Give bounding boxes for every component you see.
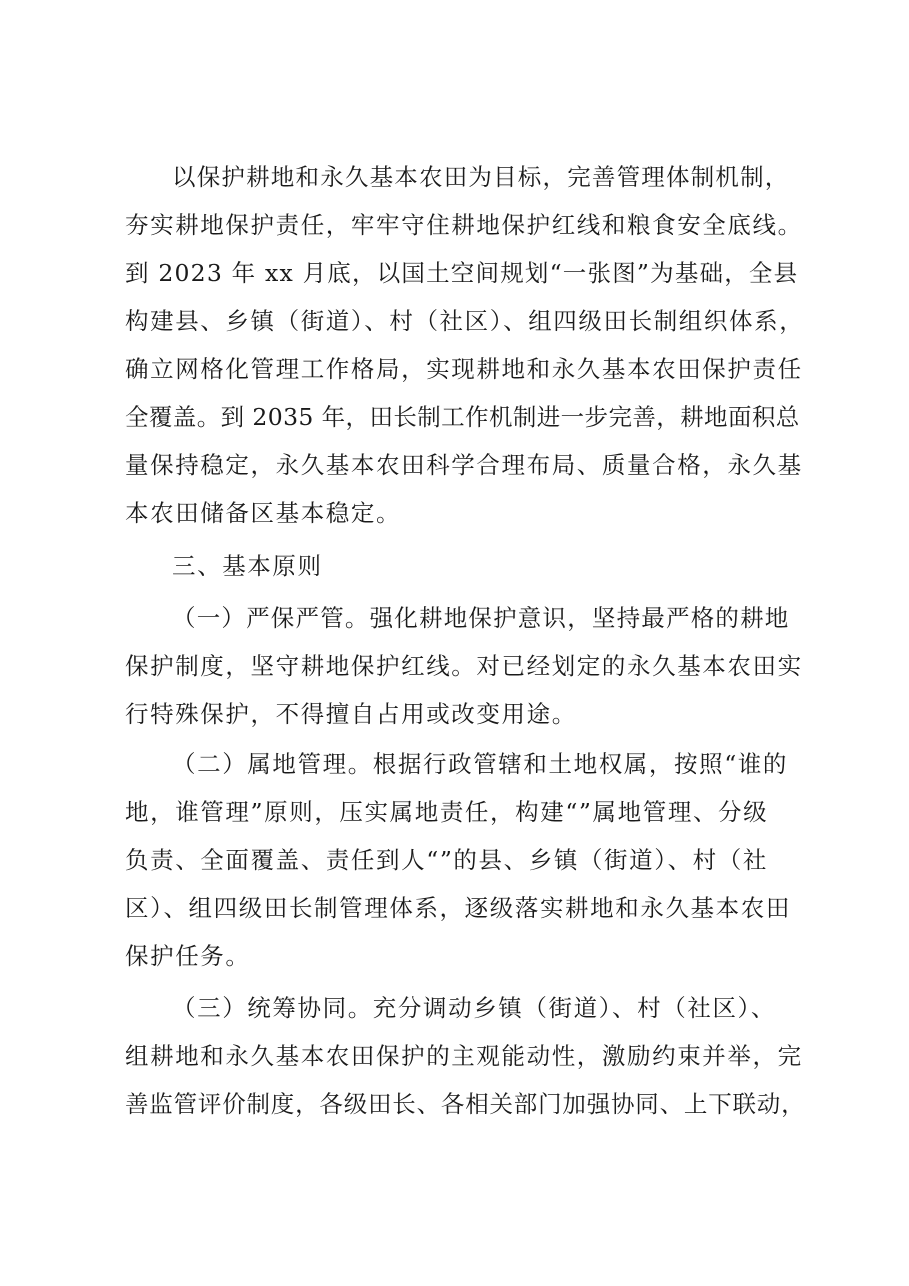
body-text-line: 量保持稳定，永久基本农田科学合理布局、质量合格，永久基 <box>125 451 803 479</box>
body-text-line: 组耕地和永久基本农田保护的主观能动性，激励约束并举，完 <box>125 1042 803 1070</box>
body-text-line: （三）统筹协同。充分调动乡镇（街道）、村（社区）、 <box>172 994 776 1022</box>
body-text-line: 负责、全面覆盖、责任到人“”的县、乡镇（街道）、村（社 <box>125 846 768 874</box>
body-text-line: 确立网格化管理工作格局，实现耕地和永久基本农田保护责任 <box>125 355 803 383</box>
body-text-line: 保护任务。 <box>125 942 251 970</box>
body-text-line: 地，谁管理”原则，压实属地责任，构建“”属地管理、分级 <box>125 798 769 826</box>
body-text-line: 善监管评价制度，各级田长、各相关部门加强协同、上下联动， <box>125 1090 806 1118</box>
body-text-line: 到 2023 年 xx 月底，以国土空间规划“一张图”为基础，全县 <box>125 259 799 287</box>
body-text-line: 保护制度，坚守耕地保护红线。对已经划定的永久基本农田实 <box>125 652 803 680</box>
body-text-line: 行特殊保护，不得擅自占用或改变用途。 <box>125 700 577 728</box>
body-text-line: 以保护耕地和永久基本农田为目标，完善管理体制机制， <box>172 163 790 191</box>
body-text-line: （二）属地管理。根据行政管辖和土地权属，按照“谁的 <box>172 750 789 778</box>
body-text-line: （一）严保严管。强化耕地保护意识，坚持最严格的耕地 <box>172 604 790 632</box>
body-text-line: 全覆盖。到 2035 年，田长制工作机制进一步完善，耕地面积总 <box>125 403 800 431</box>
section-heading: 三、基本原则 <box>172 552 323 580</box>
body-text-line: 区）、组四级田长制管理体系，逐级落实耕地和永久基本农田 <box>125 894 791 922</box>
body-text-line: 本农田储备区基本稳定。 <box>125 499 402 527</box>
body-text-line: 夯实耕地保护责任，牢牢守住耕地保护红线和粮食安全底线。 <box>125 211 803 239</box>
body-text-line: 构建县、乡镇（街道）、村（社区）、组四级田长制组织体系， <box>125 307 805 335</box>
